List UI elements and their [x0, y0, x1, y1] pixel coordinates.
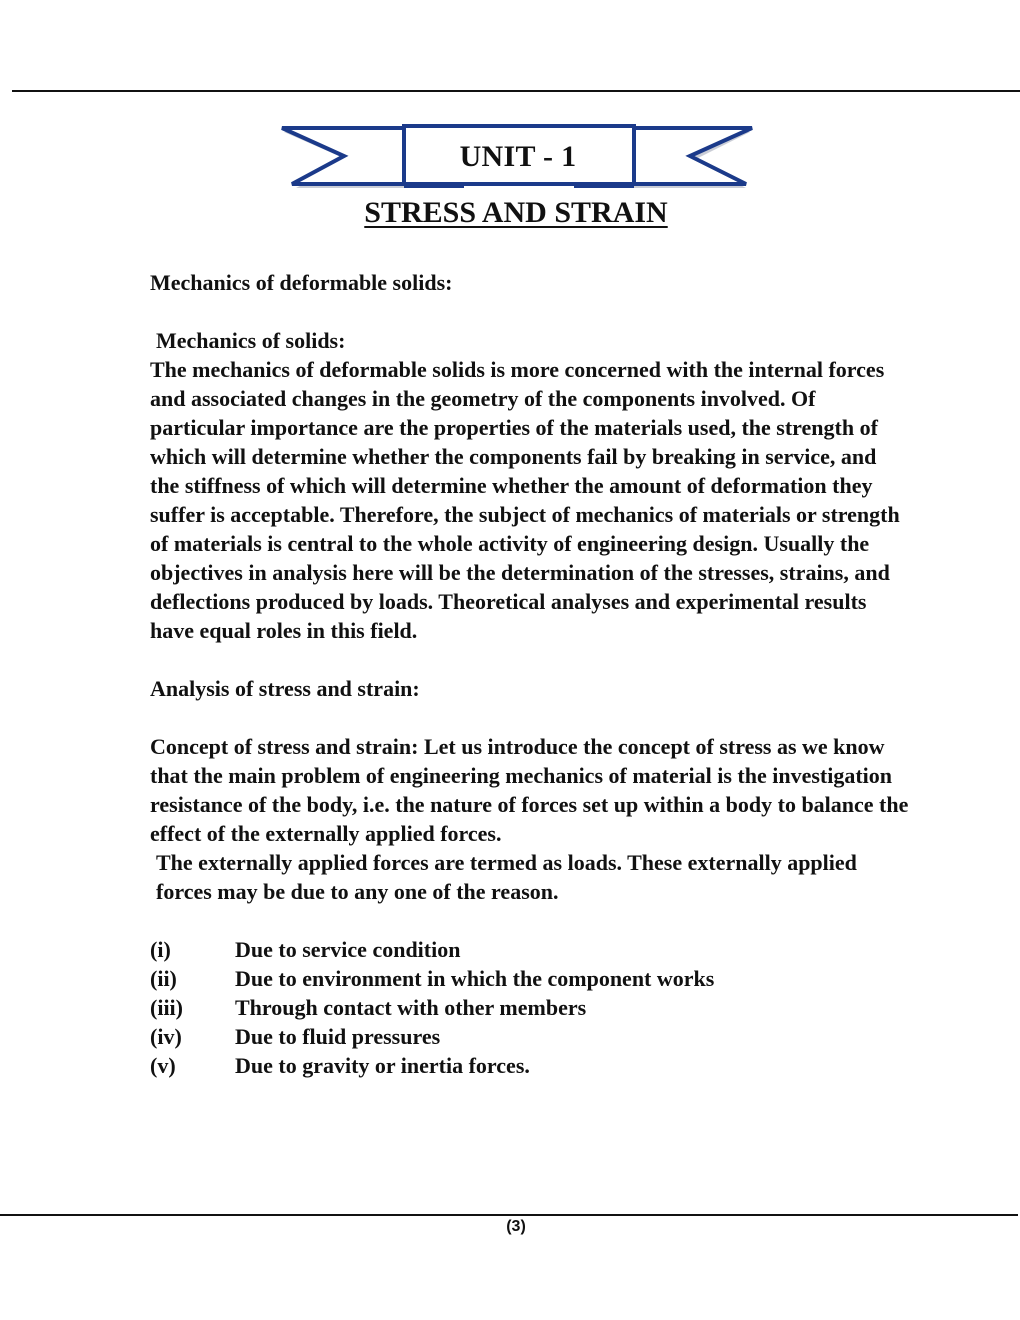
list-item-text: Due to gravity or inertia forces.: [235, 1053, 530, 1078]
list-item-text: Due to fluid pressures: [235, 1024, 441, 1049]
list-item-number: (iv): [150, 1024, 182, 1049]
list-item-text: Due to environment in which the component works: [235, 966, 715, 991]
list-item-number: (iii): [150, 995, 183, 1020]
list-item-text: Through contact with other members: [235, 995, 587, 1020]
header-rule: [12, 90, 1020, 92]
list-item: [150, 935, 910, 964]
section-heading-analysis-stress-strain: Analysis of stress and strain:: [150, 676, 420, 701]
subheading-mechanics-of-solids: Mechanics of solids:: [156, 328, 346, 353]
section-heading-mechanics-deformable-solids: Mechanics of deformable solids:: [150, 270, 453, 295]
paragraph-mechanics: The mechanics of deformable solids is more concerned with the internal forces and associated changes in the geometry of the components involved. Of particular importance are the properties of the materials used, the strength of which will determine whether the components fail by breaking in service, and the stiffness of which will determine whether the amount of deformation they suffer is acceptable. Therefore, the subject of mechanics of materials or strength of materials is central to the whole activity of engineering design. Usually the objectives in analysis here will be the determination of the stresses, strains, and deflections produced by loads. Theoretical analyses and experimental results have equal roles in this field.: [150, 357, 900, 643]
load-reasons-list: [150, 935, 910, 1080]
page-body: [150, 268, 910, 1080]
list-item-number: (i): [150, 937, 171, 962]
chapter-title: STRESS AND STRAIN: [364, 196, 668, 229]
list-item: [150, 1051, 910, 1080]
list-item: [150, 993, 910, 1022]
footer-rule: [0, 1214, 1018, 1216]
list-item: [150, 1022, 910, 1051]
list-item: [150, 964, 910, 993]
list-item-number: (v): [150, 1053, 176, 1078]
list-item-number: (ii): [150, 966, 177, 991]
list-item-text: Due to service condition: [235, 937, 461, 962]
page-number: (3): [506, 1218, 526, 1235]
paragraph-concept-stress-strain: Concept of stress and strain: Let us introduce the concept of stress as we know that the main problem of engineering mechanics of material is the investigation resistance of the body, i.e. the nature of forces set up within a body to balance the effect of the externally applied forces.: [150, 734, 909, 846]
unit-label: UNIT - 1: [459, 140, 577, 173]
paragraph-external-loads: The externally applied forces are termed as loads. These externally applied forces may be due to any one of the reason.: [156, 850, 857, 904]
